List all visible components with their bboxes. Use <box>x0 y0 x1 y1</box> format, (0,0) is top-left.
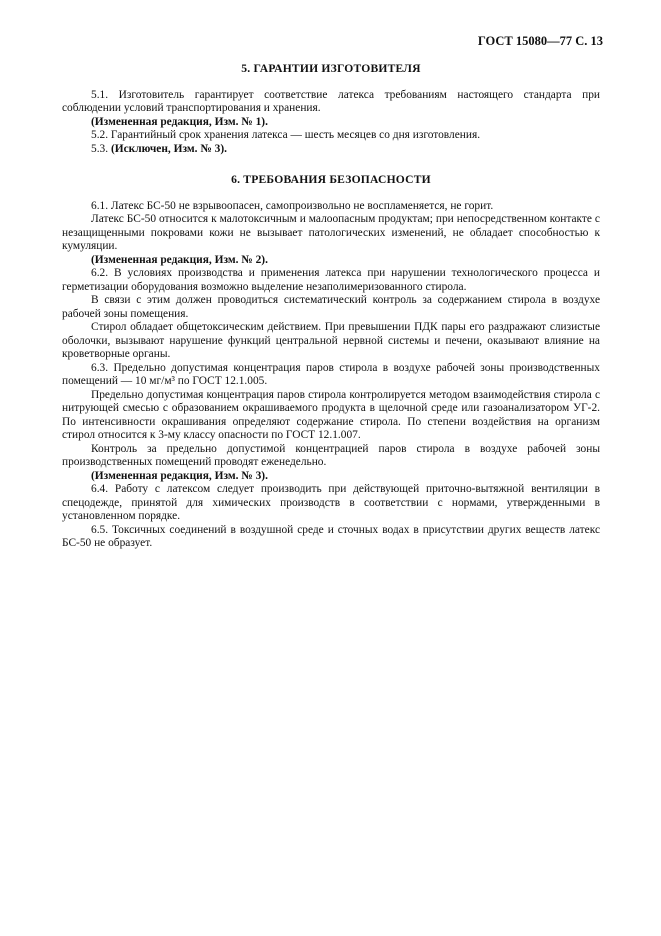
paragraph-6-4: 6.4. Работу с латексом следует производить при действующей приточно-вытяжной вентиляции в спецодежде, принятой для химических производств в соответствии с нормами, утвержденными в установленном порядке. <box>62 483 600 522</box>
paragraph-6-2-styrene: Стирол обладает общетоксическим действием. При превышении ПДК пары его раздражают слизистые оболочки, вызывают нарушение функций центральной нервной системы и печени, оказывают влияние на кроветворные органы. <box>62 321 600 360</box>
paragraph-6-2-control: В связи с этим должен проводиться систематический контроль за содержанием стирола в воздухе рабочей зоны помещения. <box>62 294 600 320</box>
section-5-title: 5. ГАРАНТИИ ИЗГОТОВИТЕЛЯ <box>241 62 421 75</box>
paragraph-6-5: 6.5. Токсичных соединений в воздушной среде и сточных водах в присутствии других веществ латекс БС-50 не образует. <box>62 523 600 549</box>
paragraph-5-3-number: 5.3. <box>91 142 109 155</box>
paragraph-5-3-excluded-note: (Исключен, Изм. № 3). <box>110 142 227 155</box>
paragraph-6-3-frequency: Контроль за предельно допустимой концентрацией паров стирола в воздухе рабочей зоны производственных помещений проводят еженедельно. <box>62 442 600 468</box>
paragraph-6-1: 6.1. Латекс БС-50 не взрывоопасен, самопроизвольно не воспламеняется, не горит. <box>91 199 494 212</box>
paragraph-5-1: 5.1. Изготовитель гарантирует соответствие латекса требованиям настоящего стандарта при соблюдении условий транспортирования и хранения. <box>62 88 600 114</box>
document-body <box>62 60 600 551</box>
paragraph-6-1-toxicity: Латекс БС-50 относится к малотоксичным и малоопасным продуктам; при непосредственном контакте с незащищенными покровами кожи не вызывает патологических изменений, не обладает способностью к кумуляции. <box>62 213 600 252</box>
paragraph-5-3 <box>62 143 600 157</box>
revision-note-3: (Измененная редакция, Изм. № 3). <box>91 469 268 482</box>
revision-note-2: (Измененная редакция, Изм. № 2). <box>91 253 268 266</box>
page-header: ГОСТ 15080—77 С. 13 <box>477 34 603 48</box>
paragraph-6-2: 6.2. В условиях производства и применения латекса при нарушении технологического процесса и герметизации оборудования возможно выделение незаполимеризованного стирола. <box>62 267 600 293</box>
paragraph-5-2: 5.2. Гарантийный срок хранения латекса — шесть месяцев со дня изготовления. <box>91 129 481 141</box>
paragraph-6-3: 6.3. Предельно допустимая концентрация паров стирола в воздухе рабочей зоны производственных помещений — 10 мг/м³ по ГОСТ 12.1.005. <box>62 361 600 387</box>
revision-note-1: (Измененная редакция, Изм. № 1). <box>91 115 268 128</box>
section-6-title: 6. ТРЕБОВАНИЯ БЕЗОПАСНОСТИ <box>231 173 431 186</box>
paragraph-6-3-method: Предельно допустимая концентрация паров стирола контролируется методом взаимодействия стирола с нитрующей смесью с образованием окрашиваемого продукта в щелочной среде или газоанализатором УГ-2. По интенсивности окрашивания определяют содержание стирола. По степени воздействия на организм стирол относится к 3-му классу опасности по ГОСТ 12.1.007. <box>62 388 600 441</box>
